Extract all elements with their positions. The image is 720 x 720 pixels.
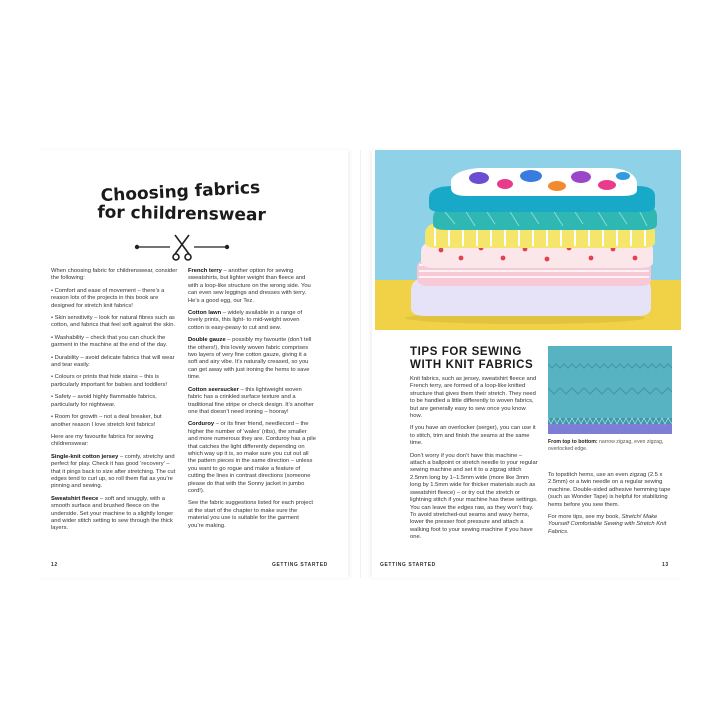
fabric-entry — [188, 310, 316, 332]
stitch-samples-photo — [548, 346, 672, 434]
right-page — [372, 150, 684, 578]
bullet-washability: • Washability – check that you can chuck the garment in the machine at the end of the day. — [51, 334, 168, 349]
fabric-description: – comfy, stretchy and perfect for play. Check it has good ‘recovery’ – that it pings back to size after stretching. The cut edges tend to curl up, so roll them flat as you’re pinning and sewing. — [51, 453, 176, 490]
tips-paragraph: If you have an overlocker (serger), you can use it to stitch, trim and finish the seams at the same time. — [410, 425, 536, 447]
tips-paragraph: To topstitch hems, use an even zigzag (2.5 x 2.5mm) or a twin needle on a regular sewing machine. Double-sided adhesive hemming tape (such as Wonder Tape) is helpful for stabilizing hems before you sew them. — [548, 472, 671, 508]
book-title: Stretch! Make Yourself Comfortable Sewing with Stretch Knit Fabrics — [548, 514, 667, 535]
fabric-description: – possibly my favourite (don’t tell the others!), this lovely woven fabric comprises two layers of very fine cotton gauze, giving it a soft and airy vibe. It’s naturally creased, so you can get away with just ironing the hems to save time. — [188, 337, 312, 381]
fabric-entry — [51, 454, 179, 491]
bullet-colours: • Colours or prints that hide stains – this is particularly important for babies and toddlers! — [51, 374, 167, 388]
caption-text: narrow zigzag, even zigzag, overlocked edge. — [548, 439, 664, 452]
caption-lead: From top to bottom: — [548, 439, 598, 445]
chapter-title-line2: for childrenswear — [97, 202, 267, 226]
more-tips-prefix: For more tips, see my book, — [548, 514, 622, 521]
left-page — [36, 150, 348, 578]
fabric-entry — [188, 421, 316, 495]
bullet-growth: • Room for growth – not a deal breaker, but another reason I love stretch knit fabrics! — [51, 414, 162, 428]
tips-heading-line2: WITH KNIT FABRICS — [410, 359, 534, 371]
intro-text: When choosing fabric for childrenswear, consider the following: — [51, 268, 178, 282]
fabric-name: Cotton seersucker — [188, 386, 239, 393]
fabric-description: – soft and snuggly, with a smooth surface and brushed fleece on the underside. Set your machine to a slightly longer and wider stitch setting to sew through the thick layers. — [51, 495, 174, 532]
fabric-name: French terry — [188, 268, 222, 274]
page-number-left: 12 — [51, 562, 58, 568]
bullet-safety: • Safety – avoid highly flammable fabrics, particularly for nightwear. — [51, 394, 157, 408]
fabric-entry — [51, 496, 179, 533]
tips-heading-line1: TIPS FOR SEWING — [410, 346, 522, 358]
fabric-entry — [188, 337, 316, 381]
running-footer-right: GETTING STARTED — [380, 562, 436, 568]
chapter-title-line1: Choosing fabrics — [100, 177, 261, 207]
fabric-description: – another option for sewing sweatshirts, but lighter weight than fleece and with a loop-like structure on the wrong side. You can even sew leggings and dresses with terry. He’s a good egg, our Tez. — [188, 268, 311, 304]
fabric-entry — [188, 387, 316, 417]
spine-gutter — [360, 150, 361, 578]
left-column-1 — [51, 268, 179, 538]
bullet-durability: • Durability – avoid delicate fabrics that will wear and tear easily. — [51, 354, 175, 369]
left-column-2 — [188, 268, 316, 535]
fabric-entry — [188, 268, 316, 305]
page-number-right: 13 — [662, 562, 669, 568]
running-footer-left: GETTING STARTED — [272, 562, 328, 568]
fabric-name: Sweatshirt fleece — [51, 495, 99, 502]
closing-text: See the fabric suggestions listed for each project at the start of the chapter to make sure the material you use is suitable for the garment you’re making. — [188, 500, 314, 529]
photo-caption — [548, 439, 672, 452]
fabric-name: Double gauze — [188, 337, 226, 344]
tips-paragraph: Don’t worry if you don’t have this machine – attach a ballpoint or stretch needle to your regular sewing machine and set it to a zigzag stitch 2.5mm long by 1–1.5mm wide (more like 3mm long by 1.5mm wide for thicker materials such as sweatshirt fleece) – or try out the stretch or lightning stitch if your machine has these settings. You can leave the edges raw, as they won’t fray. To avoid stretched-out seams and wavy hems, lower the presser foot pressure and attach a walking foot to your sewing machine if you have one. — [410, 452, 538, 541]
scissors-icon — [132, 232, 232, 262]
fabric-description: – this lightweight woven fabric has a crinkled surface texture and a traditional fine stripe or check design. It’s another one that doesn’t need ironing – hooray! — [188, 386, 314, 415]
fabric-name: Cotton lawn — [188, 310, 222, 317]
bullet-skin: • Skin sensitivity – look for natural fibres such as cotton, and fabrics that feel soft against the skin. — [51, 315, 176, 329]
fabric-description: – or its finer friend, needlecord – the higher the number of ‘wales’ (ribs), the smaller and more numerous they are. Corduroy has a pile that catches the light differently depending on which way up it is, so make sure you cut out all the pattern pieces in the same direction – unless you want to go rogue and make a feature of cutting the lines in contrast directions (someone please do that with the Sonny jacket in jumbo cord!). — [188, 421, 316, 494]
bullet-comfort: • Comfort and ease of movement – there’s a reason lots of the projects in this book are designed for stretch knit fabrics! — [51, 287, 165, 309]
fabric-name: Single-knit cotton jersey — [51, 453, 119, 460]
tips-heading — [410, 346, 550, 372]
chapter-title — [95, 178, 267, 229]
right-column-1 — [410, 376, 538, 547]
book-spread — [36, 150, 684, 578]
favourites-intro: Here are my favourite fabrics for sewing childrenswear: — [51, 433, 154, 448]
right-column-2 — [548, 472, 672, 541]
fabric-stack-photo — [375, 150, 681, 330]
tips-paragraph: Knit fabrics, such as jersey, sweatshirt fleece and French terry, are formed of a loop-like knitted structure that gives them their stretch. They need to be handled a little differently to woven fabrics, but are generally easy to sew once you know how. — [410, 376, 537, 420]
fabric-name: Corduroy — [188, 421, 215, 428]
more-tips — [548, 514, 672, 536]
more-tips-suffix: . — [567, 528, 569, 535]
fabric-description: – widely available in a range of lovely prints, this light- to mid-weight woven cotton is easy-peasy to cut and sew. — [188, 310, 303, 331]
